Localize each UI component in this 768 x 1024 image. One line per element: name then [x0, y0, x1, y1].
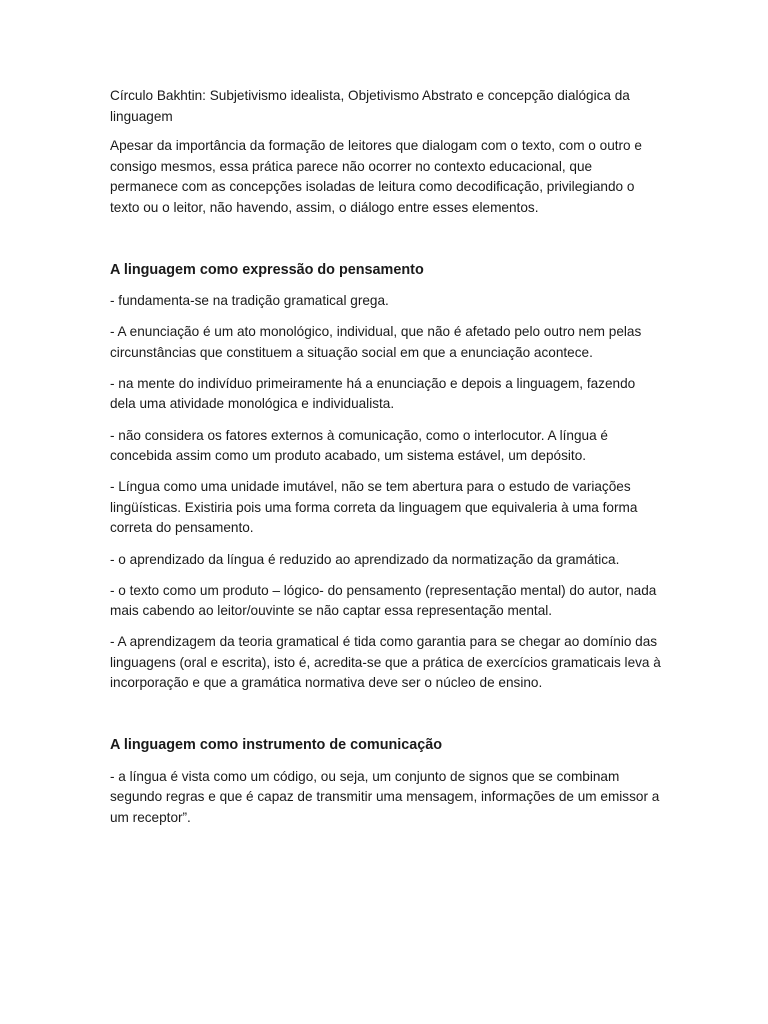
list-item: - a língua é vista como um código, ou seja, um conjunto de signos que se combinam segundo regras e que é capaz de transmitir uma mensagem, informações de um emissor a um receptor”.	[110, 768, 660, 825]
section-heading-comunicacao: A linguagem como instrumento de comunicação	[110, 737, 443, 754]
list-item: - o aprendizado da língua é reduzido ao aprendizado da normatização da gramática.	[110, 551, 620, 567]
list-item: - Língua como uma unidade imutável, não se tem abertura para o estudo de variações lingüísticas. Existiria pois uma forma correta da linguagem que equivaleria à uma forma correta do pensamento.	[110, 479, 638, 536]
document-page	[110, 86, 662, 839]
document-title: Círculo Bakhtin: Subjetivismo idealista, Objetivismo Abstrato e concepção dialógica da linguagem	[110, 88, 630, 124]
list-item: - A aprendizagem da teoria gramatical é tida como garantia para se chegar ao domínio das linguagens (oral e escrita), isto é, acredita-se que a prática de exercícios gramaticais leva à incorporação e que a gramática normativa deve ser o núcleo de ensino.	[110, 634, 661, 691]
list-item: - A enunciação é um ato monológico, individual, que não é afetado pelo outro nem pelas circunstâncias que constituem a situação social em que a enunciação acontece.	[110, 324, 642, 360]
list-item: - na mente do indivíduo primeiramente há a enunciação e depois a linguagem, fazendo dela uma atividade monológica e individualista.	[110, 375, 636, 412]
intro-paragraph: Apesar da importância da formação de leitores que dialogam com o texto, com o outro e consigo mesmos, essa prática parece não ocorrer no contexto educacional, que permanece com as concepções isoladas de leitura como decodificação, privilegiando o texto ou o leitor, não havendo, assim, o diálogo entre esses elementos.	[110, 138, 642, 215]
list-item: - o texto como um produto – lógico- do pensamento (representação mental) do autor, nada mais cabendo ao leitor/ouvinte se não captar essa representação mental.	[110, 582, 657, 619]
list-item: - fundamenta-se na tradição gramatical grega.	[110, 293, 389, 309]
list-item: - não considera os fatores externos à comunicação, como o interlocutor. A língua é concebida assim como um produto acabado, um sistema estável, um depósito.	[110, 427, 608, 464]
section-heading-expressao: A linguagem como expressão do pensamento	[110, 261, 424, 278]
